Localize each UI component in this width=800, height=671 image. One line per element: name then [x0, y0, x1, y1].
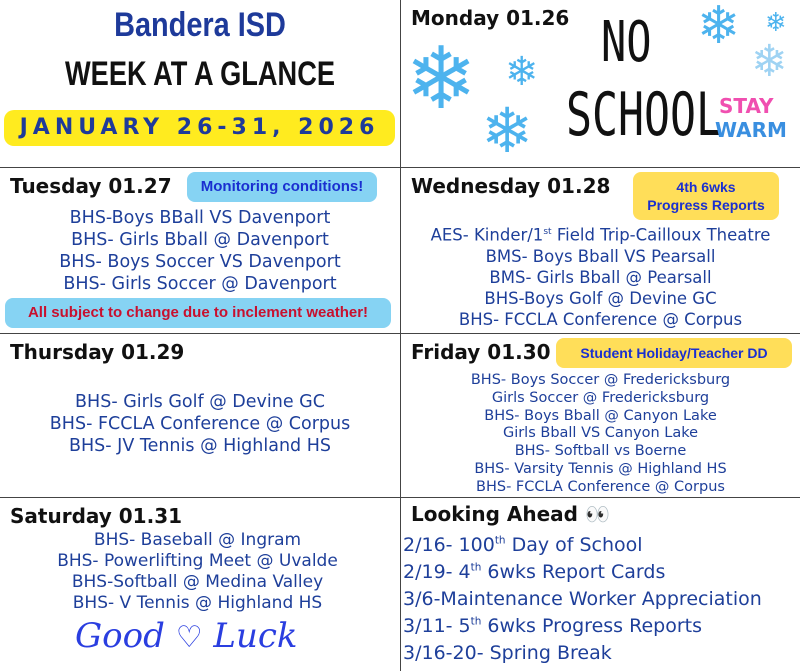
- day-heading: Saturday 01.31: [10, 504, 183, 528]
- progress-reports-badge: [633, 172, 779, 220]
- item-text: 2/19- 4: [403, 561, 471, 583]
- day-heading: Monday 01.26: [411, 6, 570, 30]
- heading-text: Looking Ahead: [411, 502, 578, 526]
- warm-text: WARM: [715, 118, 787, 142]
- event-list: [401, 222, 800, 330]
- item-text: 3/16-20- Spring Break: [403, 642, 612, 664]
- item-text: Day of School: [505, 534, 643, 556]
- ahead-item: [403, 615, 702, 637]
- snowflake-icon: ❄: [697, 0, 741, 56]
- snowflake-icon: ❄: [405, 29, 478, 129]
- event-list: [401, 372, 800, 497]
- event-list: [0, 207, 400, 295]
- item-text: 3/11- 5: [403, 615, 471, 637]
- event-item: BHS-Softball @ Medina Valley: [71, 572, 324, 592]
- week-at-a-glance-title: WEEK AT A GLANCE: [65, 55, 335, 93]
- event-item: BHS- Boys Bball @ Canyon Lake: [484, 407, 717, 424]
- event-item: BHS- V Tennis @ Highland HS: [72, 593, 323, 613]
- event-item: BHS- JV Tennis @ Highland HS: [69, 436, 331, 456]
- ahead-item: [403, 642, 612, 664]
- looking-ahead-heading: [411, 502, 610, 526]
- event-item: BHS-Boys BBall VS Davenport: [69, 208, 331, 228]
- stay-text: STAY: [719, 94, 774, 118]
- event-item: BHS- FCCLA Conference @ Corpus: [458, 309, 743, 329]
- event-item: BHS- Powerlifting Meet @ Uvalde: [57, 551, 338, 571]
- badge-line: Progress Reports: [647, 197, 765, 213]
- event-item: BHS- Varsity Tennis @ Highland HS: [474, 460, 727, 477]
- heart-icon: ♡: [175, 620, 203, 655]
- wednesday-cell: [400, 167, 800, 333]
- event-text: Field Trip-Cailloux Theatre: [551, 225, 771, 245]
- event-text: AES- Kinder/1: [430, 225, 544, 245]
- event-item: BHS- FCCLA Conference @ Corpus: [476, 478, 725, 495]
- ahead-item: [403, 561, 665, 583]
- good-luck-signoff: [75, 616, 298, 656]
- item-text: 6wks Progress Reports: [481, 615, 702, 637]
- superscript: th: [470, 615, 482, 628]
- snowflake-icon: ❄: [751, 36, 788, 87]
- superscript: st: [543, 227, 552, 237]
- monitoring-badge: Monitoring conditions!: [187, 172, 377, 202]
- event-item: BHS-Boys Golf @ Devine GC: [484, 288, 717, 308]
- event-item: BMS- Boys Bball VS Pearsall: [485, 246, 716, 266]
- signoff-text: Luck: [213, 616, 298, 656]
- ahead-item: [403, 588, 762, 610]
- looking-ahead-cell: [400, 497, 800, 671]
- superscript: th: [470, 561, 482, 574]
- day-heading: Thursday 01.29: [10, 340, 185, 364]
- district-title: Bandera ISD: [114, 6, 286, 44]
- weather-notice: All subject to change due to inclement weather!: [5, 298, 391, 328]
- event-list: [0, 530, 400, 614]
- event-item: BHS- Boys Soccer @ Fredericksburg: [470, 372, 731, 388]
- school-text: SCHOOL: [566, 80, 723, 150]
- date-range-banner: JANUARY 26-31, 2026: [4, 110, 395, 146]
- student-holiday-badge: Student Holiday/Teacher DD: [556, 338, 792, 368]
- tuesday-cell: [0, 167, 400, 333]
- thursday-cell: [0, 333, 400, 497]
- event-item: BMS- Girls Bball @ Pearsall: [489, 267, 712, 287]
- monday-cell: [400, 0, 800, 167]
- badge-line: 4th 6wks: [676, 179, 736, 195]
- header-cell: [0, 0, 400, 167]
- event-item: BHS- Girls Soccer @ Davenport: [63, 274, 337, 294]
- item-text: 6wks Report Cards: [481, 561, 666, 583]
- item-text: 3/6-Maintenance Worker Appreciation: [403, 588, 762, 610]
- snowflake-icon: ❄: [505, 49, 539, 95]
- event-item: BHS- Softball vs Boerne: [514, 443, 687, 460]
- saturday-cell: [0, 497, 400, 671]
- event-item: BHS- Girls Bball @ Davenport: [71, 230, 329, 250]
- item-text: 2/16- 100: [403, 534, 495, 556]
- event-item: BHS- FCCLA Conference @ Corpus: [49, 414, 351, 434]
- event-item: [401, 222, 800, 246]
- day-heading: Tuesday 01.27: [10, 174, 172, 198]
- snowflake-icon: ❄: [765, 8, 787, 38]
- event-item: BHS- Girls Golf @ Devine GC: [75, 392, 325, 412]
- event-list: [0, 391, 400, 457]
- snowflake-icon: ❄: [481, 94, 533, 167]
- no-text: NO: [601, 10, 652, 75]
- event-item: BHS- Baseball @ Ingram: [93, 530, 302, 550]
- signoff-text: Good: [75, 616, 165, 656]
- friday-cell: [400, 333, 800, 497]
- event-item: BHS- Boys Soccer VS Davenport: [59, 252, 341, 272]
- superscript: th: [494, 534, 506, 547]
- event-item: Girls Soccer @ Fredericksburg: [491, 389, 710, 406]
- ahead-item: [403, 534, 643, 556]
- eyes-icon: 👀: [584, 502, 610, 526]
- day-heading: Friday 01.30: [411, 340, 551, 364]
- event-item: Girls Bball VS Canyon Lake: [502, 425, 699, 442]
- day-heading: Wednesday 01.28: [411, 174, 611, 198]
